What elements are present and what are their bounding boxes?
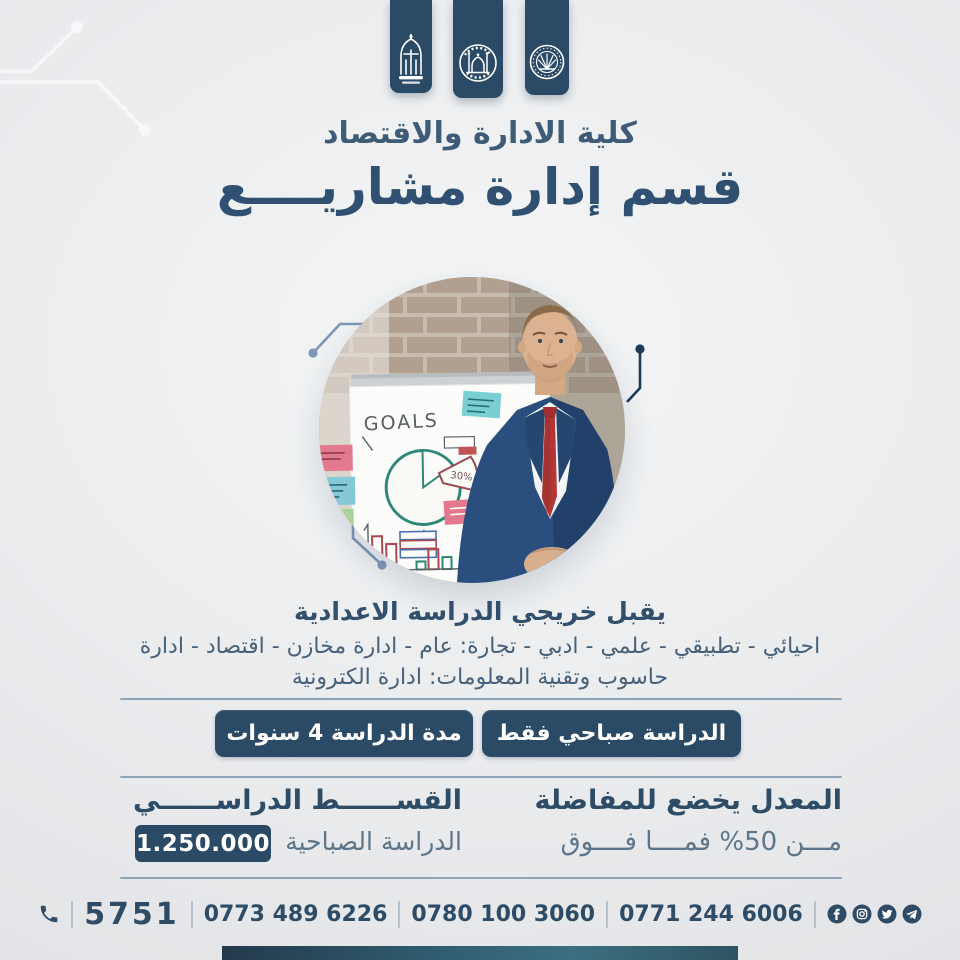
- badge-study-duration: مدة الدراسة 4 سنوات: [215, 710, 473, 757]
- tuition-heading: القســــــط الدراســــــي: [132, 785, 462, 816]
- department-title: قسم إدارة مشاريــــع: [216, 158, 744, 216]
- phone-icon: [38, 903, 60, 925]
- separator: [814, 901, 816, 928]
- phone-number-1[interactable]: 0773 489 6226: [203, 901, 388, 927]
- separator: [191, 901, 193, 928]
- gpa-range: مـــن 50% فمــــا فــــوق: [560, 827, 842, 857]
- social-icons: [827, 904, 922, 924]
- university-seal-logo-icon: [529, 36, 565, 88]
- phone-number-2[interactable]: 0780 100 3060: [411, 901, 596, 927]
- gpa-heading: المعدل يخضع للمفاضلة: [534, 785, 842, 816]
- separator: [71, 901, 73, 928]
- separator: [398, 901, 400, 928]
- divider: [120, 698, 842, 701]
- bottom-accent-bar: [222, 946, 738, 960]
- shrine-emblem-logo-icon: [395, 34, 427, 86]
- badge-morning-study: الدراسة صباحي فقط: [482, 710, 741, 757]
- board-pie-label: 30%: [449, 470, 474, 484]
- divider: [120, 877, 842, 880]
- hotline-number[interactable]: 5751: [84, 896, 180, 932]
- tuition-shift-label: الدراسة الصباحية: [285, 827, 462, 856]
- logo-banner-university-seal: [525, 0, 569, 95]
- twitter-icon[interactable]: [877, 904, 897, 924]
- gpa-block: [534, 785, 842, 857]
- admission-it-line: حاسوب وتقنية المعلومات: ادارة الكترونية: [291, 665, 669, 690]
- telegram-icon[interactable]: [902, 904, 922, 924]
- footer-contact-row: [0, 893, 960, 935]
- tuition-amount: 1.250.000: [136, 830, 270, 857]
- admission-streams: احيائي - تطبيقي - علمي - ادبي - تجارة: عام - ادارة مخازن - اقتصاد - ادارة: [139, 634, 821, 659]
- tuition-amount-box: [135, 825, 271, 862]
- admission-heading: يقبل خريجي الدراسة الاعدادية: [293, 597, 667, 626]
- instagram-icon[interactable]: [852, 904, 872, 924]
- circuit-decoration-photo-right: [618, 336, 658, 408]
- separator: [606, 901, 608, 928]
- phone-number-3[interactable]: 0771 244 6006: [619, 901, 803, 927]
- college-title: كلية الادارة والاقتصاد: [323, 116, 637, 151]
- facebook-icon[interactable]: [827, 904, 847, 924]
- divider: [120, 776, 842, 779]
- lecturer-photo: [319, 277, 625, 583]
- board-goals-text: GOALS: [363, 409, 440, 436]
- holy-shrine-logo-icon: [458, 35, 498, 91]
- logo-banner-shrine: [390, 0, 432, 93]
- logo-banner-holy-shrine: [453, 0, 503, 98]
